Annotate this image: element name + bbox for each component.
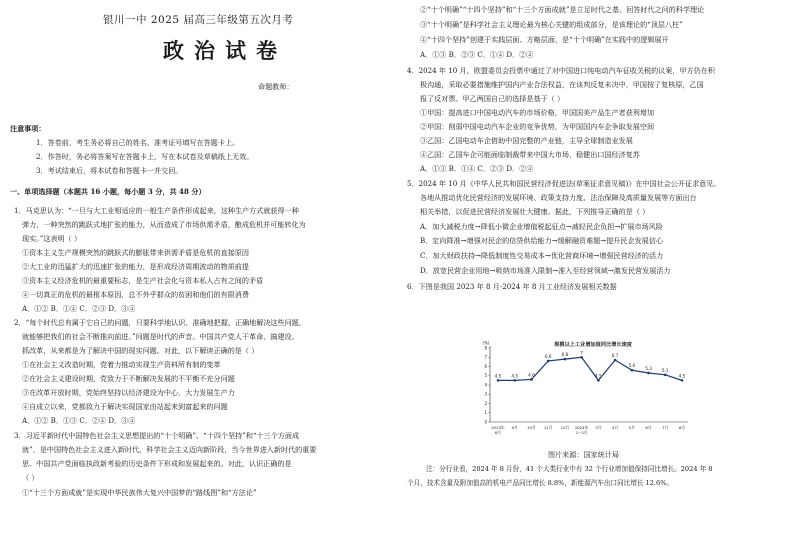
- note-line-0: 注：分行业看，2024 年 8 月份，41 个大类行业中有 32 个行业增加值保持同比增长。2024 年 8: [426, 465, 713, 473]
- left-line-25: ①“十三个方面成就”是实现中华民族伟大复兴中国梦的“路线图”和“方法论”: [22, 488, 257, 497]
- data-label: 6.6: [544, 353, 552, 359]
- data-point: [664, 374, 667, 377]
- author-line: 命题教师：: [258, 82, 294, 91]
- data-point: [547, 360, 550, 363]
- data-point: [614, 359, 617, 362]
- chart-source: 图片来源：国家统计局: [548, 450, 619, 459]
- data-label: 4.5: [595, 373, 602, 379]
- data-point: [580, 356, 583, 359]
- right-line-17: C．加大财政扶持→降低制度性交易成本→优化营商环境→增强民营经济的活力: [420, 251, 664, 260]
- data-label: 4.6: [528, 372, 535, 378]
- y-tick-label: 3: [484, 391, 487, 397]
- right-line-13: 各地从推动优化民营经济的发展环境、政策支持力度、法治保障及高质量发展等方面出台: [420, 193, 697, 202]
- left-line-13: 2．“每个时代总有属于它自己的问题，只要科学地认识、准确地把握、正确地解决这些问题，: [14, 318, 306, 327]
- y-tick-label: 6: [484, 363, 487, 369]
- data-point: [631, 369, 634, 372]
- left-line-17: ②在社会主义建设时期，党致力于不断解决发展的不平衡不充分问题: [22, 374, 235, 383]
- left-line-24: （ ）: [22, 473, 39, 482]
- note-line-1: 个月，技术含量及附加值高的机电产品同比增长 8.8%，新能源汽车出口同比增长 12.6%。: [407, 479, 674, 487]
- data-label: 5.6: [628, 363, 636, 369]
- left-line-3: 3．考试结束后，将本试卷和答题卡一并交回。: [36, 166, 183, 175]
- right-line-10: ④乙国：乙国车企可能面临制裁带来中国大市场，稳健出口国经济复苏: [420, 150, 640, 159]
- data-label: 5.3: [645, 365, 652, 371]
- right-line-1: ③“十个明确”是科学社会主义理论最为核心关键的组成部分，是该理论的“顶层八柱”: [420, 20, 683, 29]
- left-line-21: 3．习近平新时代中国特色社会主义思想提出的“十个明确”、“十四个坚持”和“十三个方面成: [14, 431, 300, 440]
- series-line: [498, 357, 682, 380]
- right-line-11: A．①③ B．①④ C．②③ D．②④: [420, 164, 534, 173]
- chart-svg: [478, 340, 702, 448]
- y-tick-label: 7: [484, 354, 487, 360]
- data-label: 4.5: [494, 373, 502, 379]
- right-line-9: ③乙国：乙国电动车企借助中国完整的产业链，主导全球制造业发展: [420, 136, 633, 145]
- left-line-9: ②大工业的迅猛扩大的迅速扩张的能力，是形成经济周期波动的物质前提: [22, 262, 249, 271]
- right-line-19: 6．下图是我国 2023 年 8 月-2024 年 8 月工业经济发展相关数据: [407, 282, 617, 291]
- data-point: [597, 379, 600, 382]
- y-tick-label: 2: [484, 400, 487, 406]
- left-line-4: 一、单项选择题（本题共 16 小题，每小题 3 分，共 48 分）: [10, 187, 206, 196]
- left-line-10: ③资本主义经济危机的最重要标志，是生产社会化与资本私人占有之间的矛盾: [22, 276, 264, 285]
- x-tick-label: 3月: [595, 425, 602, 430]
- x-tick-label: 9月: [511, 425, 518, 430]
- left-line-16: ①在社会主义改造时期，党着力推动实现生产资料所有制的变革: [22, 360, 221, 369]
- left-line-0: 注意事项：: [10, 124, 46, 133]
- x-tick-label: 4月: [611, 425, 619, 430]
- data-point: [530, 378, 533, 381]
- data-label: 5.1: [661, 367, 669, 373]
- left-line-23: 思、中国共产党面临执政新考验的历史条件下形成和发展起来的。对此，认识正确的是: [22, 459, 292, 468]
- data-label: 4.5: [511, 373, 519, 379]
- y-tick-label: 4: [484, 382, 487, 388]
- right-line-0: ②“十个明确”“十四个坚持”和“十三个方面成就”是立足时代之基、回答时代之问的科学理论: [420, 5, 705, 14]
- x-tick-label: 2023年: [491, 425, 505, 430]
- data-label: 4.5: [678, 373, 686, 379]
- left-line-6: 弹力，一种突然的跳跃式地扩张的能力，从而造成了市场供需矛盾，酿成危机并可能转化为: [22, 220, 306, 229]
- exam-subtitle: 银川一中 2025 届高三年级第五次月考: [103, 14, 294, 26]
- data-label: 7: [580, 350, 583, 356]
- x-tick-label: 7月: [662, 425, 669, 430]
- x-tick-label-sub: 1~2月: [575, 430, 588, 435]
- chart-title: 规模以上工业增加值同比增长速度: [554, 342, 632, 348]
- y-tick-label: 8: [484, 345, 487, 351]
- left-line-19: ④自成立以来，党都致力于解决实现国家由站起来到富起来的问题: [22, 402, 228, 411]
- x-tick-label: 12月: [560, 425, 570, 430]
- y-tick-label: 5: [484, 373, 487, 379]
- left-line-11: ④一切真正的危机的最根本原因，总不外乎群众的贫困和他们的有限消费: [22, 290, 249, 299]
- left-line-5: 1．马克思认为：“一旦与大工业相适应的一般生产条件形成起来，这种生产方式就获得一种: [14, 206, 299, 215]
- right-line-3: A．①③ B．②③ C．①④ D．②④: [420, 50, 534, 59]
- left-line-1: 1．答卷前，考生务必将自己的姓名、准考证号填写在答题卡上。: [36, 138, 240, 147]
- data-point: [513, 379, 516, 382]
- data-label: 6.8: [561, 352, 569, 358]
- left-line-7: 现实。”这表明（ ）: [22, 234, 82, 243]
- data-point: [647, 372, 650, 375]
- left-line-14: 就能够把我们的社会不断推向前进。”问题是时代的声音。中国共产党人干革命、搞建设、: [22, 332, 299, 341]
- right-line-7: ①甲国：提高进口中国电动汽车的市场价格，甲国国美产品生产者获利增加: [420, 108, 655, 117]
- right-line-6: 报了反对票。甲乙两国自己的选择是基于（ ）: [420, 94, 565, 103]
- right-line-4: 4．2024 年 10 月，欧盟委员会投票中通过了对中国进口纯电动汽车征收关税的议案，甲方仍在积: [407, 66, 715, 75]
- x-tick-label-sub: 8月: [494, 430, 502, 435]
- data-point: [681, 379, 684, 382]
- right-line-5: 极沟通，采取必要措施维护国内产业合法权益，在谈判反复未决中，甲国按了复核原，乙国: [420, 80, 704, 89]
- right-line-12: 5．2024 年 10 月《中华人民共和国民营经济促进法(草案征求意见稿)》在中国社会公开征求意见。: [407, 179, 721, 188]
- x-tick-label: 10月: [527, 425, 536, 430]
- left-line-22: 就”，是中国特色社会主义进入新时代、科学社会主义迈向新阶段，当今世界进入新时代的重要: [22, 445, 317, 454]
- left-line-20: A．①② B．①③ C．②④ D．③④: [22, 416, 136, 425]
- x-tick-label: 2024年: [574, 425, 589, 430]
- left-line-2: 2．作答时，务必将答案写在答题卡上，写在本试卷及草稿纸上无效。: [36, 152, 254, 161]
- y-tick-label: 1: [484, 410, 487, 416]
- right-line-16: B．定向降准→增强对民企的信贷供给能力→缓解融资难题→提升民企发展信心: [420, 236, 663, 245]
- y-tick-label: 0: [484, 419, 487, 425]
- x-tick-label: 11月: [543, 425, 553, 430]
- exam-title: 政治试卷: [163, 39, 287, 63]
- x-tick-label: 6月: [645, 425, 652, 430]
- x-tick-label: 8月: [678, 425, 686, 430]
- industrial-growth-chart: [478, 340, 702, 448]
- left-line-18: ③在改革开放时期，党始终坚持以经济建设为中心，大力发展生产力: [22, 388, 235, 397]
- left-line-15: 抓改革，从来都是为了解决中国的现实问题。对此，以下解读正确的是（ ）: [22, 346, 259, 355]
- data-point: [564, 358, 567, 361]
- y-axis-label: (%): [482, 340, 490, 346]
- left-line-12: A．①② B．①④ C．②③ D．③④: [22, 304, 136, 313]
- x-tick-label: 5月: [628, 425, 635, 430]
- data-point: [497, 379, 500, 382]
- right-line-18: D．放宽民营企业用地→吸纳市场准入限制→准入至经营领域→激发民营发展活力: [420, 266, 671, 275]
- left-line-8: ①资本主义生产规模突然的跳跃式的膨胀带来供需矛盾是危机的直接原因: [22, 248, 249, 257]
- right-line-15: A．加大减税力度→降低小微企业增值税起征点→减轻民企负担→扩展市场风险: [420, 222, 663, 231]
- right-line-14: 相关举措，以促进民营经济发展壮大健康。据此，下列推导正确的是（ ）: [420, 207, 650, 216]
- data-label: 6.7: [611, 353, 619, 359]
- right-line-2: ④“十四个坚持”创建于实践层面、方略层面，是“十个明确”在实践中的逻辑展开: [420, 35, 669, 44]
- right-line-8: ②甲国：削弱中国电动汽车企业的竞争优势，为甲国国内车企争取发展空间: [420, 122, 655, 131]
